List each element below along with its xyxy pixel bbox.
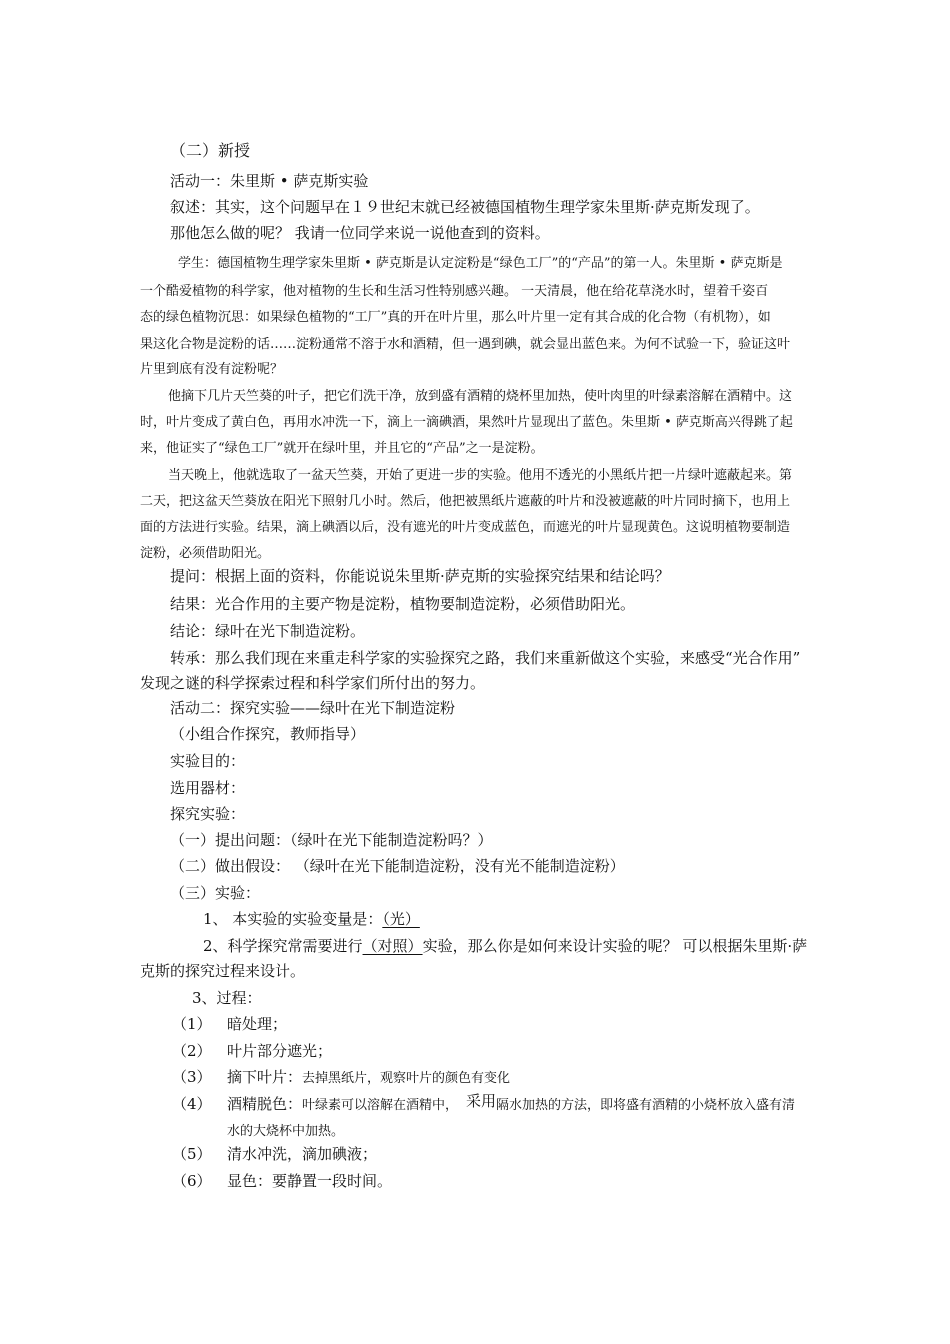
procedure-label: 摘下叶片：	[227, 1068, 303, 1086]
procedure-label: 清水冲洗，滴加碘液；	[227, 1145, 378, 1163]
procedure-note: 隔水加热的方法，即将盛有酒精的小烧杯放入盛有清	[496, 1098, 796, 1113]
procedure-number: （4）	[172, 1095, 212, 1113]
step-two-hypothesis: （二）做出假设： （绿叶在光下能制造淀粉，没有光不能制造淀粉）	[170, 857, 625, 875]
item-two-continuation: 克斯的探究过程来设计。	[140, 962, 306, 980]
procedure-number: （5）	[172, 1145, 212, 1163]
item-one-prefix: 1、 本实验的实验变量是：	[203, 910, 383, 928]
item-two-answer: （对照）	[362, 937, 423, 955]
student-para2-line: 他摘下几片天竺葵的叶子，把它们洗干净，放到盛有酒精的烧杯里加热，使叶肉里的叶绿素溶解在酒精中。这	[168, 389, 793, 404]
student-para3-line: 当天晚上，他就选取了一盆天竺葵，开始了更进一步的实验。他用不透光的小黑纸片把一片绿叶遮蔽起来。第	[168, 468, 793, 483]
step-one-question: （一）提出问题：（绿叶在光下能制造淀粉吗？）	[170, 831, 493, 849]
procedure-note-emphasis: 采用	[466, 1092, 497, 1110]
procedure-step-3	[227, 1066, 510, 1087]
student-para2-line: 时，叶片变成了黄白色，再用水冲洗一下，滴上一滴碘酒，果然叶片显现出了蓝色。朱里斯 • 萨克斯高兴得跳了起	[140, 415, 793, 430]
student-para1-line: 果这化合物是淀粉的话……淀粉通常不溶于水和酒精，但一遇到碘，就会显出蓝色来。为何不试验一下，验证这叶	[140, 337, 791, 352]
transition-line: 转承：那么我们现在来重走科学家的实验探究之路，我们来重新做这个实验，来感受“光合作用”	[170, 649, 801, 667]
procedure-number: （1）	[172, 1015, 212, 1033]
activity-one-title: 活动一：朱里斯 • 萨克斯实验	[170, 172, 369, 190]
purpose-label: 实验目的：	[170, 752, 246, 770]
result-line: 结果：光合作用的主要产物是淀粉，植物要制造淀粉，必须借助阳光。	[170, 595, 636, 613]
procedure-number: （2）	[172, 1042, 212, 1060]
group-note: （小组合作探究，教师指导）	[170, 725, 366, 743]
student-para3-line: 二天，把这盆天竺葵放在阳光下照射几小时。然后，他把被黑纸片遮蔽的叶片和没被遮蔽的叶片同时摘下，也用上	[140, 494, 791, 509]
item-two-prefix: 2、科学探究常需要进行	[203, 937, 363, 955]
student-para3-line: 淀粉，必须借助阳光。	[140, 546, 271, 561]
item-two-suffix: 实验，那么你是如何来设计实验的呢？ 可以根据朱里斯·萨	[422, 937, 808, 955]
activity-two-title: 活动二：探究实验——绿叶在光下制造淀粉	[170, 699, 456, 717]
student-para1-line: 一个酷爱植物的科学家，他对植物的生长和生活习性特别感兴趣。 一天清晨，他在给花草浇水时，望着千姿百	[140, 284, 769, 299]
student-para2-line: 来，他证实了“绿色工厂”就开在绿叶里，并且它的“产品”之一是淀粉。	[140, 441, 544, 456]
item-two-line	[203, 935, 807, 956]
student-para1-line: 片里到底有没有淀粉呢？	[140, 362, 284, 377]
section-heading: （二）新授	[170, 141, 251, 160]
student-para3-line: 面的方法进行实验。结果，滴上碘酒以后，没有遮光的叶片变成蓝色，而遮光的叶片显现黄色。这说明植物要制造	[140, 520, 791, 535]
item-one-line	[203, 908, 420, 929]
ask-line: 提问：根据上面的资料，你能说说朱里斯·萨克斯的实验探究结果和结论吗？	[170, 567, 670, 585]
procedure-label: 叶片部分遮光；	[227, 1042, 333, 1060]
question-intro-line: 那他怎么做的呢？ 我请一位同学来说一说他查到的资料。	[170, 224, 550, 242]
explore-label: 探究实验：	[170, 805, 246, 823]
procedure-label: 显色：要静置一段时间。	[227, 1172, 393, 1190]
procedure-label: 酒精脱色：	[227, 1095, 303, 1113]
conclusion-line: 结论：绿叶在光下制造淀粉。	[170, 622, 366, 640]
step-three-experiment: （三）实验：	[170, 884, 261, 902]
procedure-note: 叶绿素可以溶解在酒精中，	[302, 1098, 459, 1113]
procedure-number: （3）	[172, 1068, 212, 1086]
procedure-step-4	[227, 1093, 795, 1114]
student-para1-line: 态的绿色植物沉思：如果绿色植物的“工厂”真的开在叶片里，那么叶片里一定有其合成的化合物（有机物），如	[140, 310, 771, 325]
procedure-note-continuation: 水的大烧杯中加热。	[227, 1124, 345, 1139]
narration-line: 叙述：其实，这个问题早在１９世纪末就已经被德国植物生理学家朱里斯·萨克斯发现了。	[170, 198, 760, 216]
item-three-line: 3、过程：	[192, 989, 262, 1007]
procedure-number: （6）	[172, 1172, 212, 1190]
transition-line: 发现之谜的科学探索过程和科学家们所付出的努力。	[140, 674, 486, 692]
item-one-answer: （光）	[382, 910, 420, 928]
student-para1-line: 学生：德国植物生理学家朱里斯 • 萨克斯是认定淀粉是“绿色工厂”的“产品”的第一人。朱里斯 • 萨克斯是	[178, 256, 783, 271]
procedure-label: 暗处理；	[227, 1015, 288, 1033]
materials-label: 选用器材：	[170, 779, 246, 797]
procedure-note: 去掉黑纸片，观察叶片的颜色有变化	[302, 1071, 511, 1086]
